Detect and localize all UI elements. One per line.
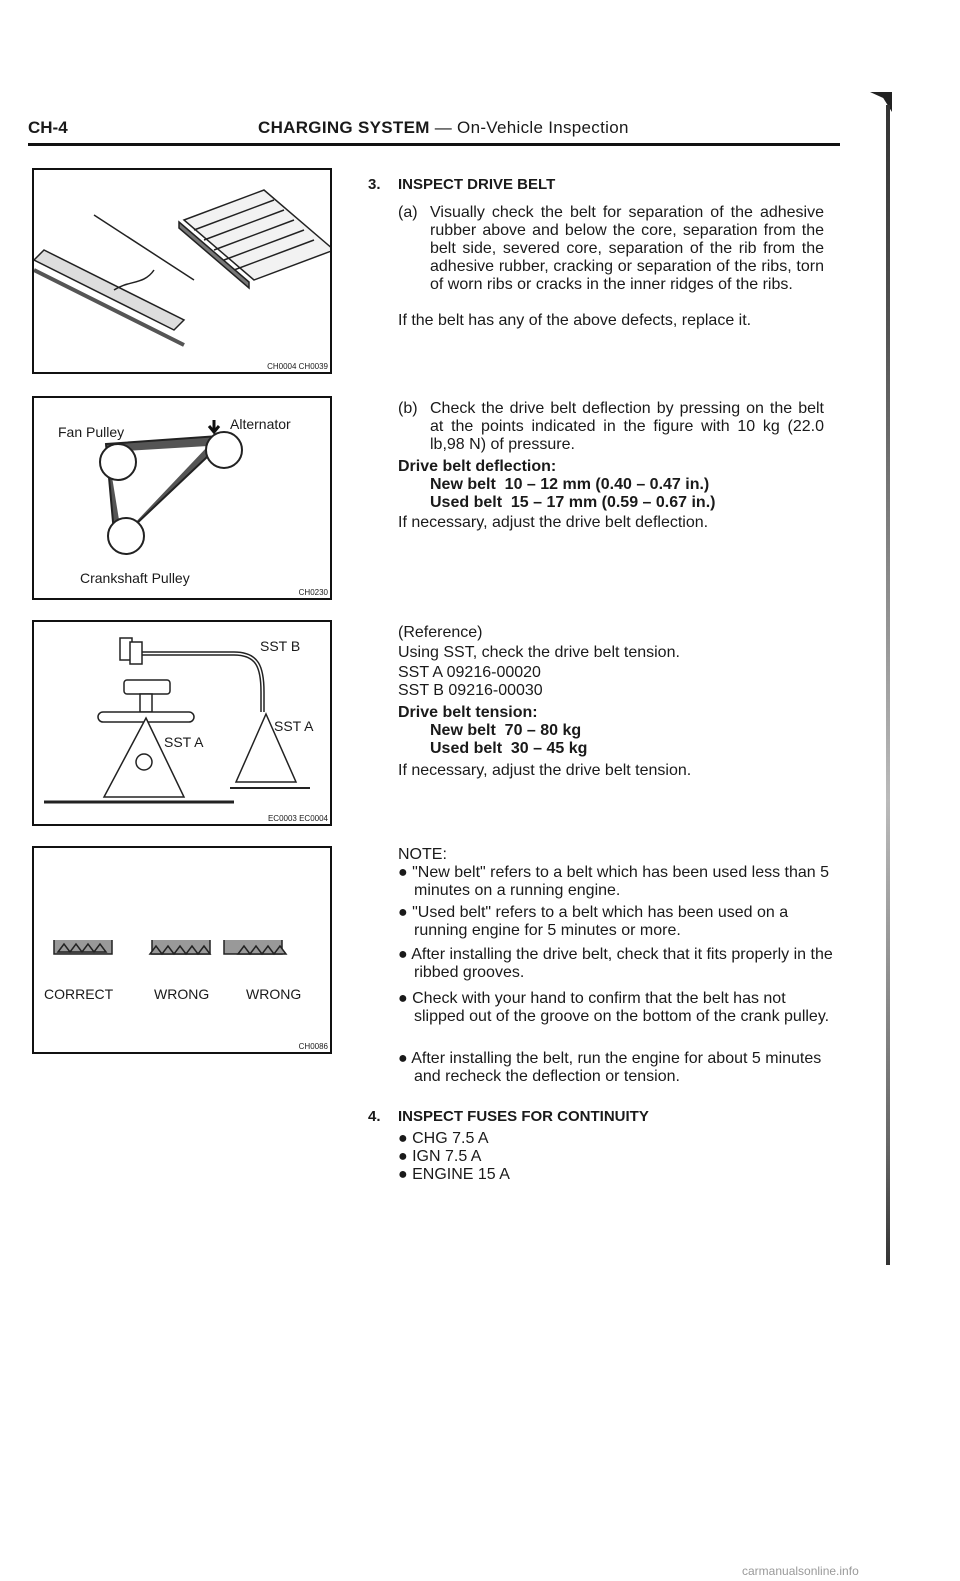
deflection-used-belt: Used belt 15 – 17 mm (0.59 – 0.67 in.) (430, 494, 716, 511)
figure-code: CH0004 CH0039 (267, 362, 328, 371)
fuse-item: ● IGN 7.5 A (398, 1148, 482, 1165)
sst-a-part-number: SST A 09216-00020 (398, 664, 541, 681)
sst-a-right-label: SST A (274, 718, 314, 734)
belt-illustration (34, 170, 330, 372)
step-4-title: INSPECT FUSES FOR CONTINUITY (398, 1108, 649, 1125)
section-subtitle: — On-Vehicle Inspection (434, 118, 629, 137)
step-3a-text: Visually check the belt for separation of the adhesive rubber above and below the core, separation from the belt side, severed core, separation of the rib from the adhesive rubber, cracking or separation of the ribs, torn of worn ribs or cracks in the inner ridges of the ribs. (430, 204, 824, 293)
sst-b-part-number: SST B 09216-00030 (398, 682, 543, 699)
page-title (258, 118, 629, 138)
deflection-new-belt: New belt 10 – 12 mm (0.40 – 0.47 in.) (430, 476, 710, 493)
step-4-number: 4. (368, 1108, 381, 1125)
note-item: ● After installing the drive belt, check that it fits properly in the ribbed grooves. (398, 946, 833, 981)
reference-title: (Reference) (398, 624, 483, 641)
figure-code: CH0086 (298, 1042, 328, 1051)
step-3b-text: Check the drive belt deflection by pressing on the belt at the points indicated in the figure with 10 kg (22.0 lb,98 N) of pressure. (430, 400, 824, 453)
groove-fit-diagram (34, 848, 330, 1052)
wrong-label-2: WRONG (246, 986, 302, 1002)
tension-used-belt: Used belt 30 – 45 kg (430, 740, 588, 757)
groove-figure (32, 846, 332, 1054)
deflection-title: Drive belt deflection: (398, 458, 557, 475)
step-3a-label: (a) (398, 204, 418, 221)
tension-new-belt: New belt 70 – 80 kg (430, 722, 582, 739)
deflection-adjust: If necessary, adjust the drive belt deflection. (398, 514, 709, 531)
correct-label: CORRECT (44, 986, 114, 1002)
figure-code: CH0230 (298, 588, 328, 597)
alternator-label: Alternator (230, 416, 291, 432)
reference-text: Using SST, check the drive belt tension. (398, 644, 680, 661)
fan-pulley-label: Fan Pulley (58, 424, 125, 440)
header-rule (28, 143, 840, 146)
section-title: CHARGING SYSTEM (258, 118, 430, 137)
sst-a-left-label: SST A (164, 734, 204, 750)
note-item: ● After installing the belt, run the engine for about 5 minutes and recheck the deflection or tension. (398, 1050, 822, 1085)
note-item: ● "New belt" refers to a belt which has been used less than 5 minutes on a running engine. (398, 864, 830, 899)
belt-figure (32, 168, 332, 374)
page-code: CH-4 (28, 118, 68, 137)
note-item: ● "Used belt" refers to a belt which has been used on a running engine for 5 minutes or more. (398, 904, 789, 939)
note-title: NOTE: (398, 846, 447, 863)
tension-adjust: If necessary, adjust the drive belt tension. (398, 762, 692, 779)
pulley-figure (32, 396, 332, 600)
fuse-item: ● ENGINE 15 A (398, 1166, 510, 1183)
tension-title: Drive belt tension: (398, 704, 538, 721)
site-watermark: carmanualsonline.info (742, 1564, 859, 1578)
fuse-item: ● CHG 7.5 A (398, 1130, 489, 1147)
wrong-label-1: WRONG (154, 986, 210, 1002)
step-3-title: INSPECT DRIVE BELT (398, 176, 556, 193)
crankshaft-pulley-label: Crankshaft Pulley (80, 570, 190, 586)
note-item: ● Check with your hand to confirm that the belt has not slipped out of the groove on the bottom of the crank pulley. (398, 990, 830, 1025)
arrow-down-icon (209, 420, 219, 432)
sst-b-label: SST B (260, 638, 301, 654)
sst-figure (32, 620, 332, 826)
figure-code: EC0003 EC0004 (267, 814, 328, 823)
step-3a-note: If the belt has any of the above defects, replace it. (398, 312, 752, 329)
binding-edge (886, 105, 890, 1265)
step-3-number: 3. (368, 176, 381, 193)
step-3b-label: (b) (398, 400, 418, 417)
